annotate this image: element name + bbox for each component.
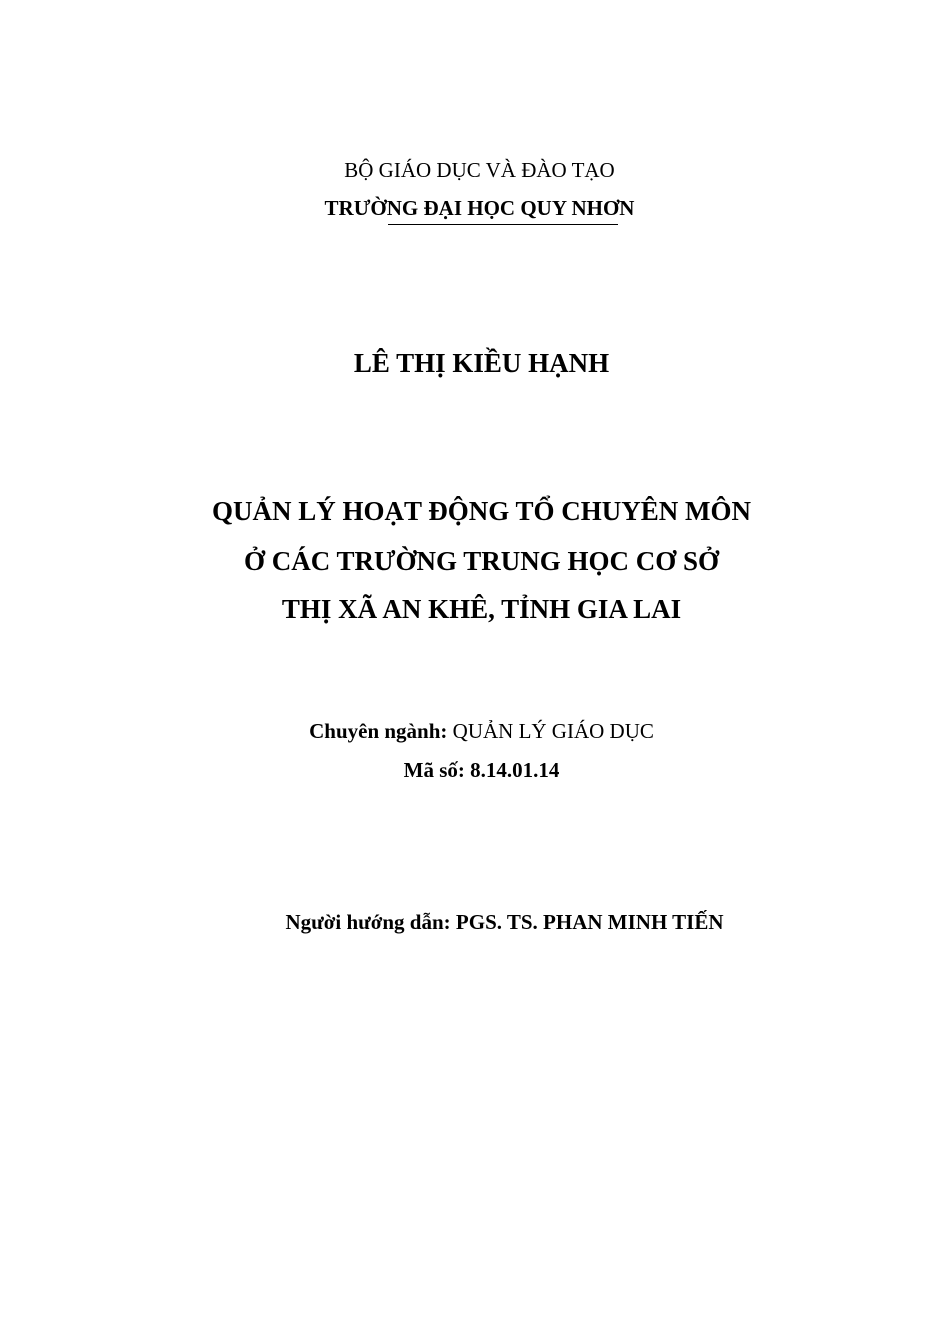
- university-heading: TRƯỜNG ĐẠI HỌC QUY NHƠN: [324, 196, 635, 220]
- code-label: Mã số:: [403, 758, 465, 782]
- advisor-label: Người hướng dẫn:: [285, 910, 451, 934]
- thesis-title-line-3: THỊ XÃ AN KHÊ, TỈNH GIA LAI: [281, 594, 682, 624]
- major-line: [10, 721, 943, 742]
- code-line: [10, 760, 943, 781]
- author-name: LÊ THỊ KIỀU HẠNH: [353, 348, 610, 378]
- advisor-value: PGS. TS. PHAN MINH TIẾN: [455, 910, 724, 934]
- thesis-title-line-2: Ở CÁC TRƯỜNG TRUNG HỌC CƠ SỞ: [243, 546, 720, 576]
- heading-underline: [388, 224, 618, 225]
- ministry-heading: BỘ GIÁO DỤC VÀ ĐÀO TẠO: [344, 158, 615, 182]
- advisor-line: [33, 912, 943, 933]
- major-label: Chuyên ngành:: [309, 719, 448, 743]
- major-value: QUẢN LÝ GIÁO DỤC: [452, 719, 654, 743]
- code-value: 8.14.01.14: [470, 758, 560, 782]
- thesis-title-line-1: QUẢN LÝ HOẠT ĐỘNG TỔ CHUYÊN MÔN: [211, 496, 752, 526]
